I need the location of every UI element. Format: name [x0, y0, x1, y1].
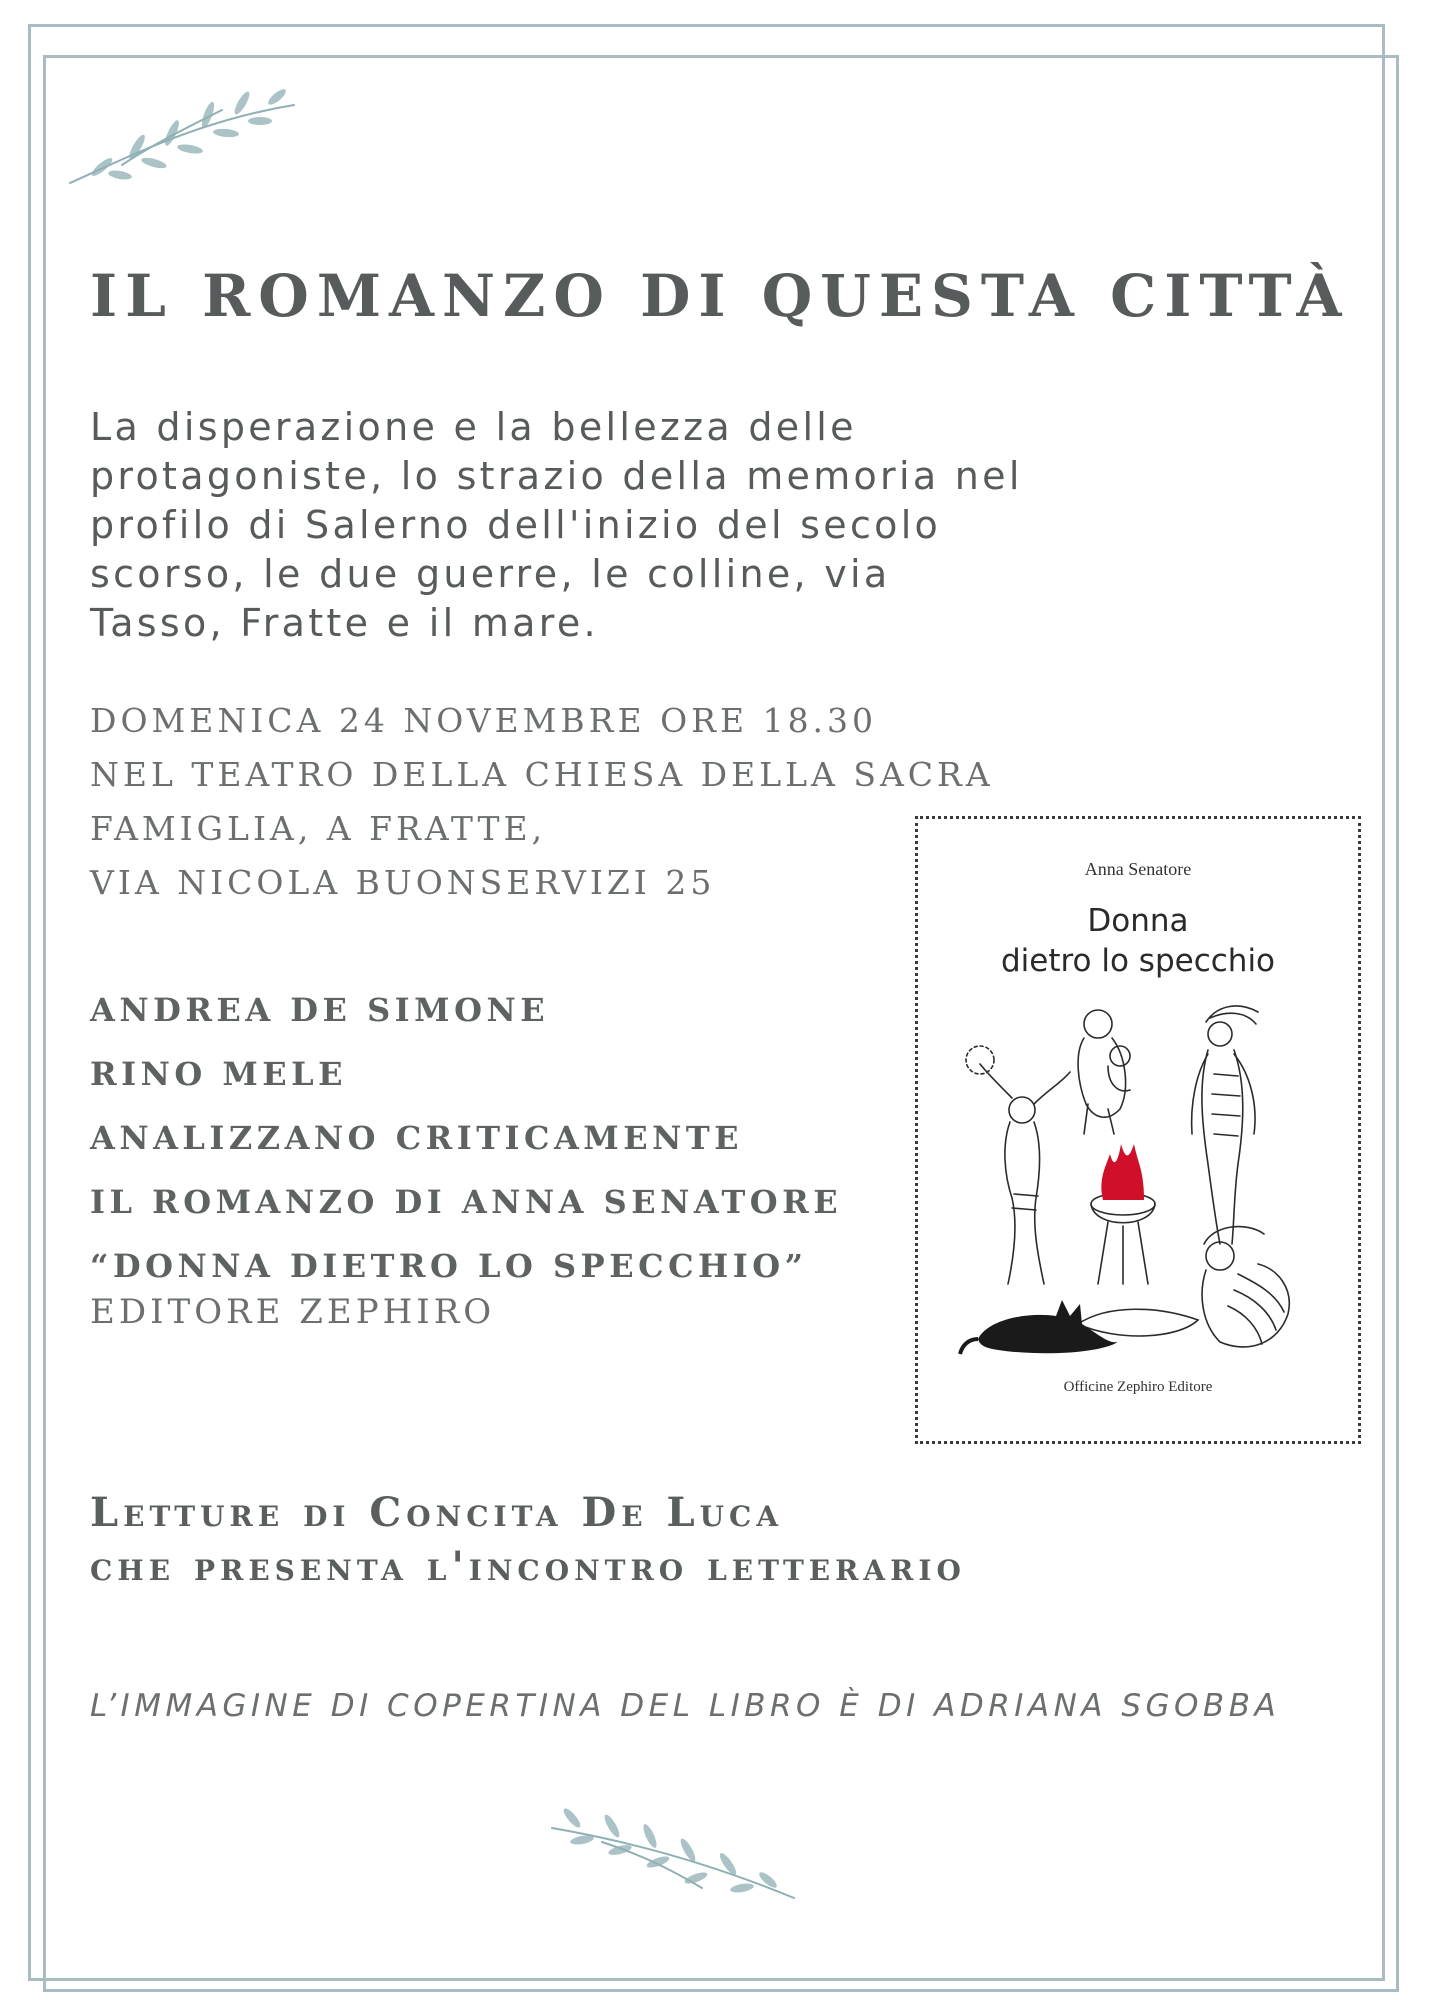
speaker-line: IL ROMANZO DI ANNA SENATORE: [90, 1183, 843, 1221]
readings-line: Letture di Concita De Luca: [90, 1489, 784, 1536]
cover-illustration-icon: [958, 994, 1324, 1379]
speakers-block: [90, 978, 842, 1298]
cover-title: [918, 901, 1358, 981]
readings-line: che presenta l'incontro letterario: [90, 1543, 966, 1590]
book-title-line: “DONNA DIETRO LO SPECCHIO”: [90, 1247, 808, 1285]
speaker-line: ANDREA DE SIMONE: [90, 991, 550, 1029]
book-cover: [915, 816, 1361, 1444]
intro-line: profilo di Salerno dell'inizio del secolo: [90, 503, 942, 547]
speaker-line: RINO MELE: [90, 1055, 348, 1093]
leaf-sprig-bottom-icon: [542, 1800, 802, 1910]
page-title: IL ROMANZO DI QUESTA CITTÀ: [90, 262, 1350, 330]
event-venue-line: NEL TEATRO DELLA CHIESA DELLA SACRA: [90, 755, 994, 794]
publisher-line: EDITORE ZEPHIRO: [90, 1292, 496, 1332]
cover-title-line: Donna: [1087, 903, 1189, 939]
event-address-line: VIA NICOLA BUONSERVIZI 25: [90, 863, 716, 902]
leaf-sprig-top-icon: [62, 75, 302, 195]
intro-paragraph: [90, 403, 1150, 648]
event-date-line: DOMENICA 24 NOVEMBRE ORE 18.30: [90, 701, 878, 740]
event-details: [90, 694, 994, 910]
cover-publisher: Officine Zephiro Editore: [1063, 1379, 1213, 1395]
speaker-line: ANALIZZANO CRITICAMENTE: [90, 1119, 744, 1157]
readings-block: [90, 1486, 966, 1594]
cover-credit: L’IMMAGINE DI COPERTINA DEL LIBRO È DI ADRIANA SGOBBA: [90, 1688, 1281, 1724]
cover-author: Anna Senatore: [1084, 859, 1192, 879]
event-venue-line: FAMIGLIA, A FRATTE,: [90, 809, 547, 848]
intro-line: protagoniste, lo strazio della memoria nel: [90, 454, 1023, 498]
cover-title-line: dietro lo specchio: [1000, 943, 1276, 979]
intro-line: scorso, le due guerre, le colline, via: [90, 552, 891, 596]
intro-line: Tasso, Fratte e il mare.: [90, 601, 599, 645]
intro-line: La disperazione e la bellezza delle: [90, 405, 857, 449]
